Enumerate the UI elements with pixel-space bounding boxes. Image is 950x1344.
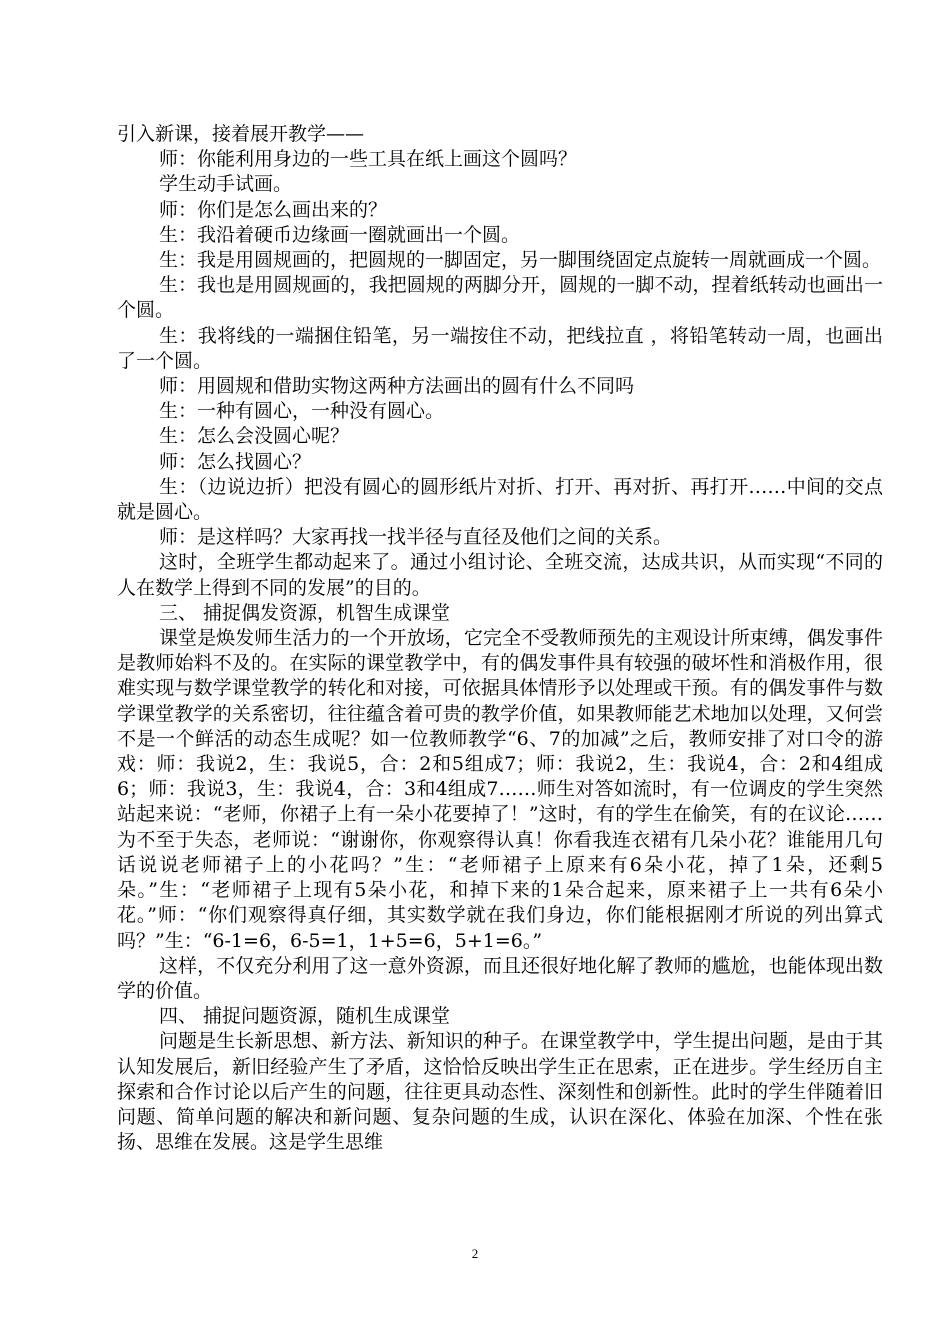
paragraph: 生：我是用圆规画的，把圆规的一脚固定，另一脚围绕固定点旋转一周就画成一个圆。 (159, 249, 882, 272)
paragraph: 师：你们是怎么画出来的？ (159, 198, 388, 221)
paragraph: 问题是生长新思想、新方法、新知识的种子。在课堂教学中，学生提出问题，是由于其认知发展后，新旧经验产生了矛盾，这恰恰反映出学生正在思索，正在进步。学生经历自主探索和合作讨论以后产生的问题，往往更具动态性、深刻性和创新性。此时的学生伴随着旧问题、简单问题的解决和新问题、复杂问题的生成，认识在深化、体验在加深、个性在张扬、思维在发展。这是学生思维 (117, 1030, 883, 1154)
paragraph: 生：（边说边折）把没有圆心的圆形纸片对折、打开、再对折、再打开……中间的交点就是圆心。 (117, 475, 883, 524)
paragraph: 这样，不仅充分利用了这一意外资源，而且还很好地化解了教师的尴尬，也能体现出数学的价值。 (117, 954, 883, 1002)
paragraph: 师：用圆规和借助实物这两种方法画出的圆有什么不同吗 (159, 375, 635, 398)
paragraph: 生：我将线的一端捆住铅笔，另一端按住不动，把线拉直 ，将铅笔转动一周，也画出了一个圆。 (117, 324, 883, 372)
paragraph: 师：是这样吗？大家再找一找半径与直径及他们之间的关系。 (159, 526, 673, 549)
paragraph: 师：你能利用身边的一些工具在纸上画这个圆吗？ (159, 148, 578, 171)
paragraph: 生：一种有圆心，一种没有圆心。 (159, 400, 445, 423)
paragraph: 引入新课，接着展开教学—— (117, 123, 365, 145)
paragraph: 课堂是焕发师生活力的一个开放场，它完全不受教师预先的主观设计所束缚，偶发事件是教师始料不及的。在实际的课堂教学中，有的偶发事件具有较强的破坏性和消极作用，很难实现与数学课堂教学的转化和对接，可依据具体情形予以处理或干预。有的偶发事件与数学课堂教学的关系密切，往往蕴含着可贵的教学价值，如果教师能艺术地加以处理，又何尝不是一个鲜活的动态生成呢？如一位教师教学“6、7的加减”之后，教师安排了对口令的游戏：师：我说2，生：我说5，合：2和5组成7；师：我说2，生：我说4，合：2和4组成6；师：我说3，生：我说4，合：3和4组成7……师生对答如流时，有一位调皮的学生突然站起来说：“老师，你裙子上有一朵小花要掉了！”这时，有的学生在偷笑，有的在议论……为不至于失态，老师说：“谢谢你，你观察得认真！你看我连衣裙有几朵小花？谁能用几句话说说老师裙子上的小花吗？”生：“老师裙子上原来有6朵小花，掉了1朵，还剩5朵。”生：“老师裙子上现有5朵小花，和掉下来的1朵合起来，原来裙子上一共有6朵小花。”师：“你们观察得真仔细，其实数学就在我们身边，你们能根据刚才所说的列出算式吗？”生：“6-1=6，6-5=1，1+5=6，5+1=6。” (117, 627, 883, 952)
document-body (117, 122, 883, 1155)
paragraph: 这时，全班学生都动起来了。通过小组讨论、全班交流，达成共识，从而实现“不同的人在数学上得到不同的发展”的目的。 (117, 551, 883, 599)
paragraph: 师：怎么找圆心？ (159, 450, 312, 473)
page-number: 2 (471, 1246, 479, 1261)
paragraph: 生：我也是用圆规画的，我把圆规的两脚分开，圆规的一脚不动，捏着纸转动也画出一个圆。 (117, 274, 883, 322)
paragraph: 生：怎么会没圆心呢？ (159, 425, 350, 448)
section-heading: 三、 捕捉偶发资源，机智生成课堂 (159, 601, 451, 624)
section-heading: 四、 捕捉问题资源，随机生成课堂 (159, 1005, 451, 1028)
paragraph: 生：我沿着硬币边缘画一圈就画出一个圆。 (159, 223, 521, 246)
paragraph: 学生动手试画。 (159, 173, 293, 196)
